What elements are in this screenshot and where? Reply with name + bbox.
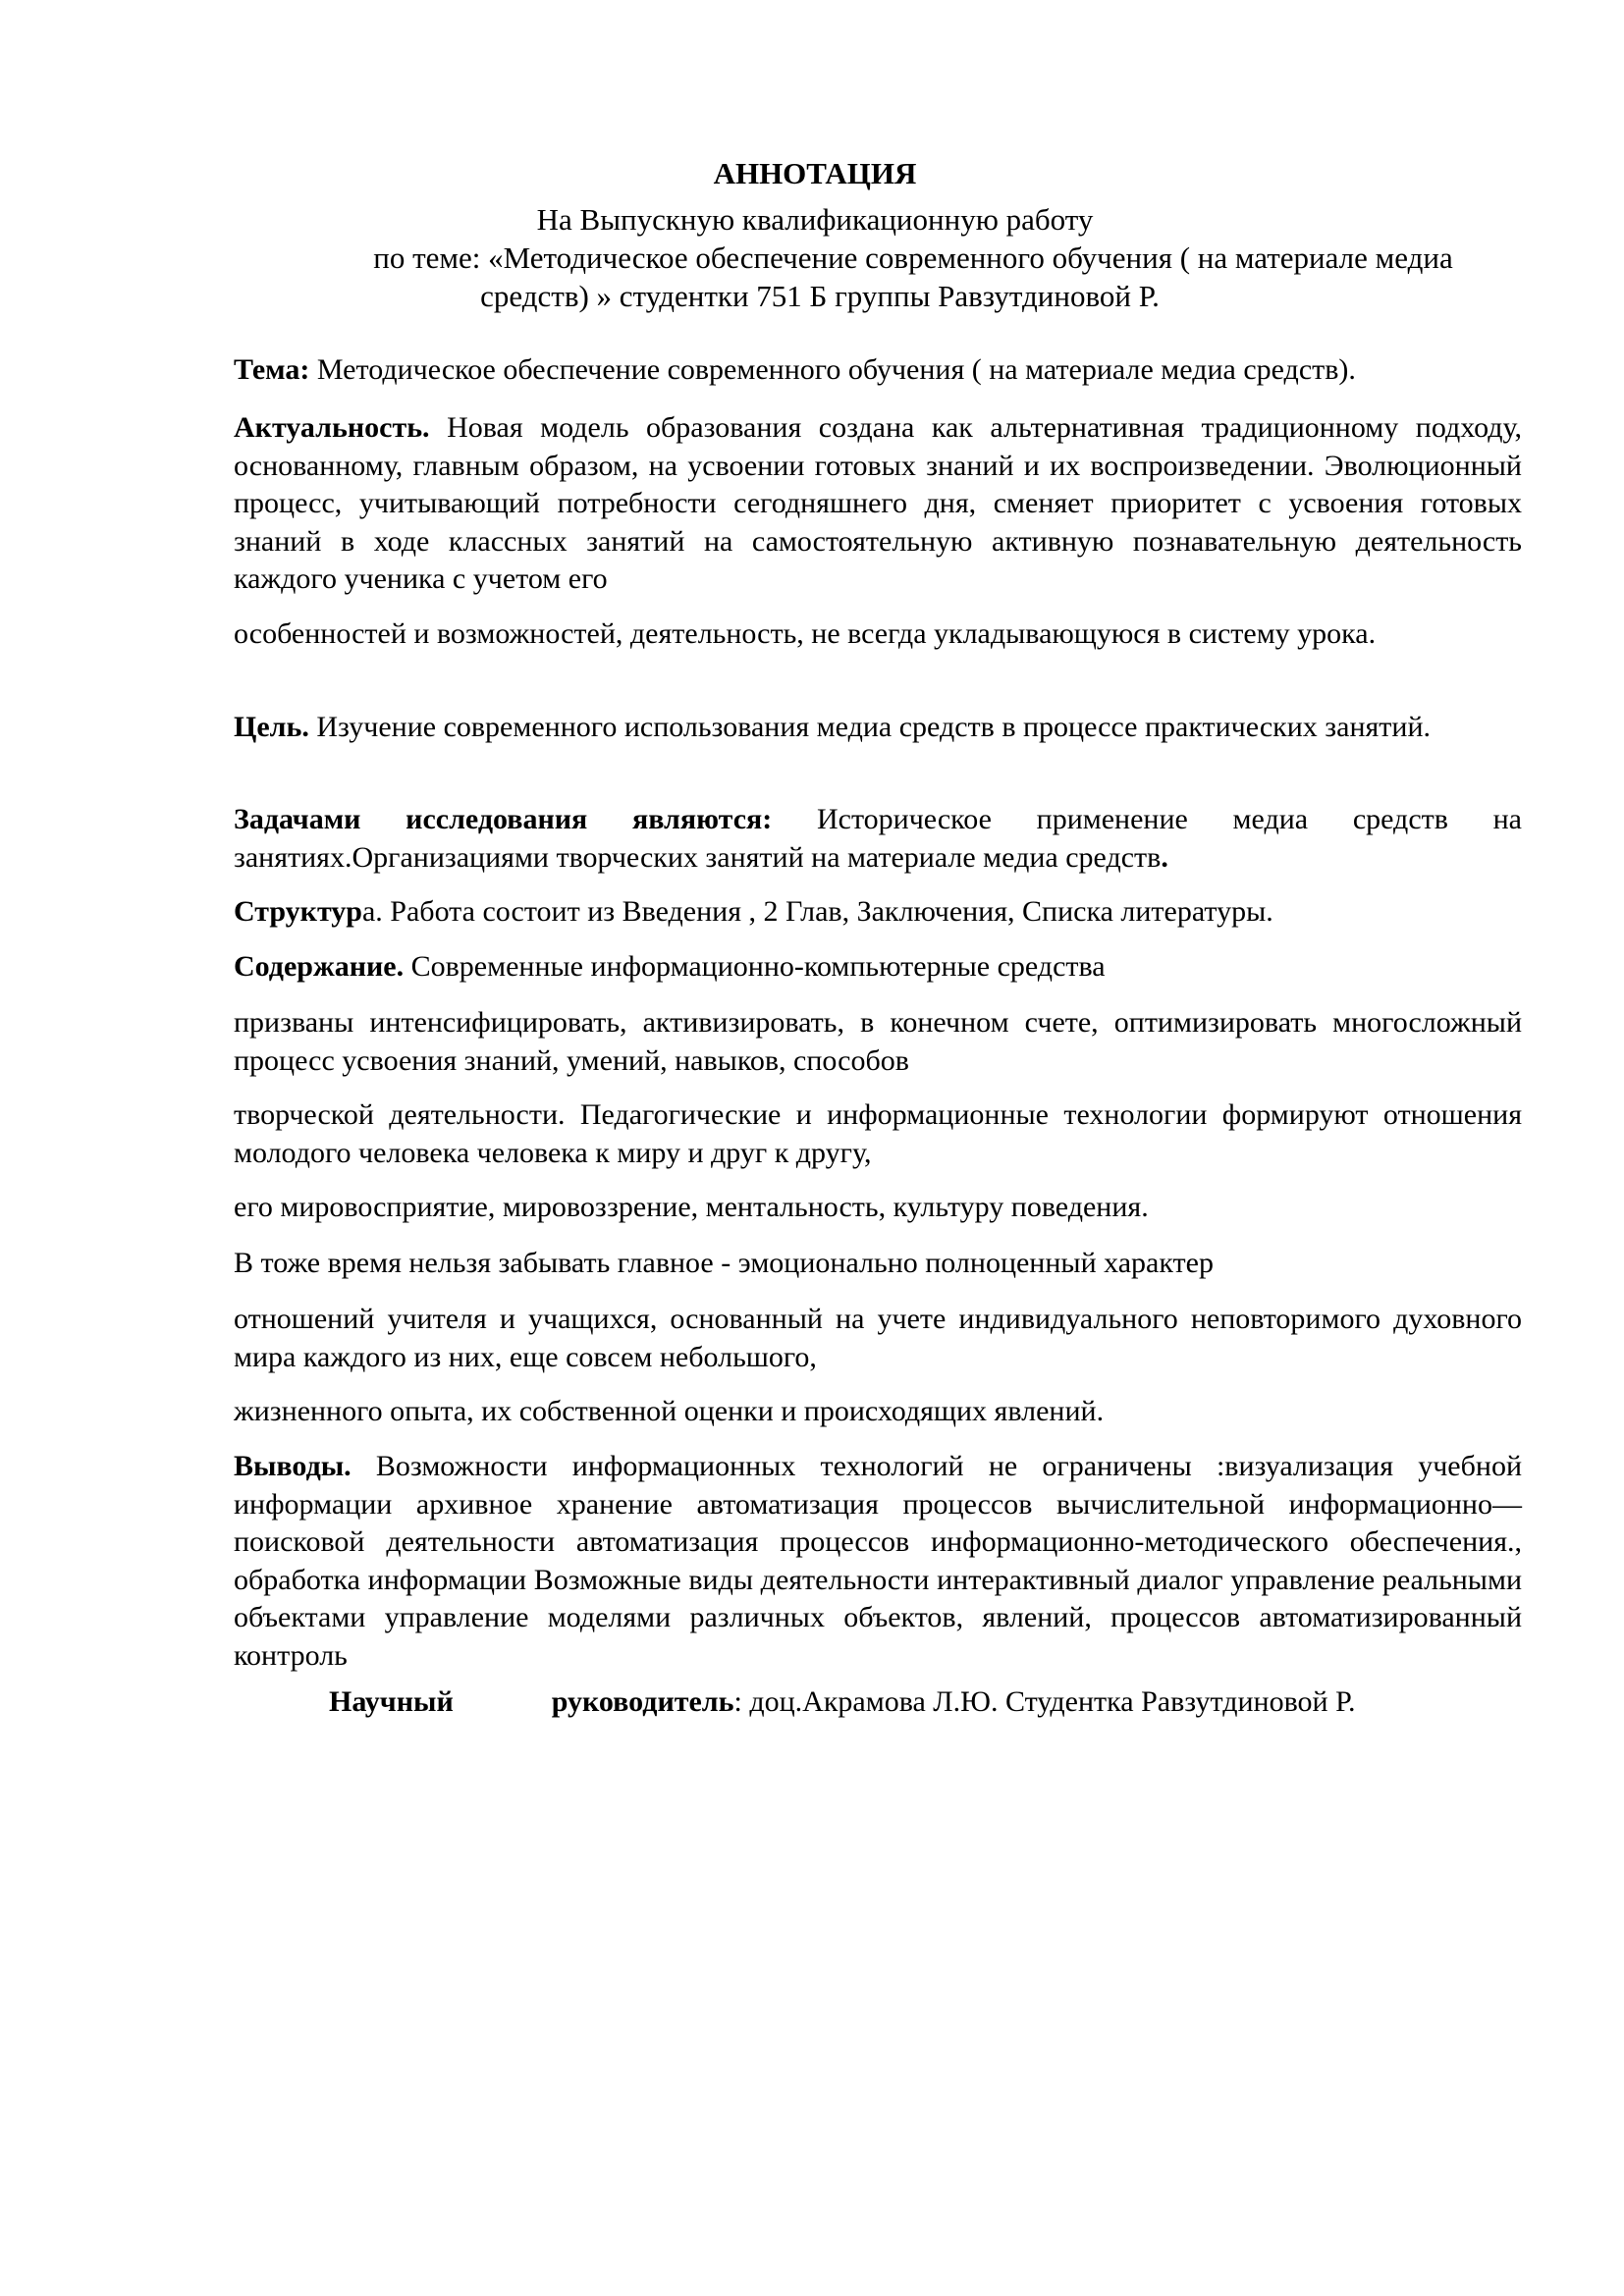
cel-label: Цель. [234,711,309,743]
zadachi-end: . [1161,840,1168,874]
tema-text: Методическое обеспечение современного обучения ( на материале медиа средств). [309,353,1356,386]
soderzhanie-text: Современные информационно-компьютерные средства [404,950,1106,983]
soderzhanie-paragraph-6: отношений учителя и учащихся, основанный на учете индивидуального неповторимого духовного мира каждого из них, еще совсем небольшого, [234,1303,1522,1373]
soderzhanie-paragraph [234,948,1522,987]
tema-paragraph [234,351,1522,390]
vyvody-paragraph [234,1448,1522,1675]
document-title: АННОТАЦИЯ [713,156,917,190]
soderzhanie-paragraph-7: жизненного опыта, их собственной оценки и происходящих явлений. [234,1395,1105,1427]
struktura-label: Структур [234,895,362,928]
topic-line-1: по теме: «Методическое обеспечение современного обучения ( на материале медиа [373,240,1453,275]
vyvody-text: Возможности информационных технологий не ограничены :визуализация учебной информации архивное хранение автоматизация процессов вычислительной информационно—поисковой деятельности автоматизация процессов информационно-методического обеспечения., обработка информации Возможные виды деятельности интерактивный диалог управление реальными объектами управление моделями различных объектов, явлений, процессов автоматизированный контроль [234,1450,1522,1672]
signature-label-2: руководитель [551,1685,734,1718]
soderzhanie-paragraph-5: В тоже время нельзя забывать главное - эмоционально полноценный характер [234,1247,1214,1279]
soderzhanie-paragraph-3: творческой деятельности. Педагогические и информационные технологии формируют отношения молодого человека человека к миру и друг к другу, [234,1098,1522,1169]
signature-line [329,1683,1537,1721]
cel-paragraph [234,709,1522,747]
soderzhanie-label: Содержание. [234,950,405,983]
struktura-paragraph [234,893,1522,932]
soderzhanie-paragraph-2: призваны интенсифицировать, активизировать, в конечном счете, оптимизировать многосложный процесс усвоения знаний, умений, навыков, способов [234,1006,1522,1077]
zadachi-text: Историческое применение медиа средств на занятиях.Организациями творческих занятий на материале медиа средств [234,803,1522,874]
cel-text: Изучение современного использования медиа средств в процессе практических занятий. [308,711,1432,743]
zadachi-label: Задачами исследования являются: [234,803,773,835]
aktualnost-text: Новая модель образования создана как альтернативная традиционному подходу, основанному, главным образом, на усвоении готовых знаний и их воспроизведении. Эволюционный процесс, учитывающий потребности сегодняшнего дня, сменяет приоритет с усвоения готовых знаний в ходе классных занятий на самостоятельную активную познавательную деятельность каждого ученика с учетом его [234,411,1522,595]
aktualnost-continuation: особенностей и возможностей, деятельность, не всегда укладывающуюся в систему урока. [234,617,1377,650]
aktualnost-paragraph [234,409,1522,599]
tema-label: Тема: [234,353,310,386]
zadachi-paragraph [234,801,1522,877]
signature-text: : доц.Акрамова Л.Ю. Студентка Равзутдиновой Р. [733,1685,1356,1718]
topic-line-2: средств) » студентки 751 Б группы Равзутдиновой Р. [480,279,1160,313]
struktura-text: а. Работа состоит из Введения , 2 Глав, Заключения, Списка литературы. [361,895,1273,928]
signature-label-1: Научный [329,1685,454,1718]
vyvody-label: Выводы. [234,1450,352,1482]
document-subtitle: На Выпускную квалификационную работу [536,202,1094,237]
aktualnost-label: Актуальность. [234,411,430,444]
soderzhanie-paragraph-4: его мировосприятие, мировоззрение, ментальность, культуру поведения. [234,1191,1149,1223]
